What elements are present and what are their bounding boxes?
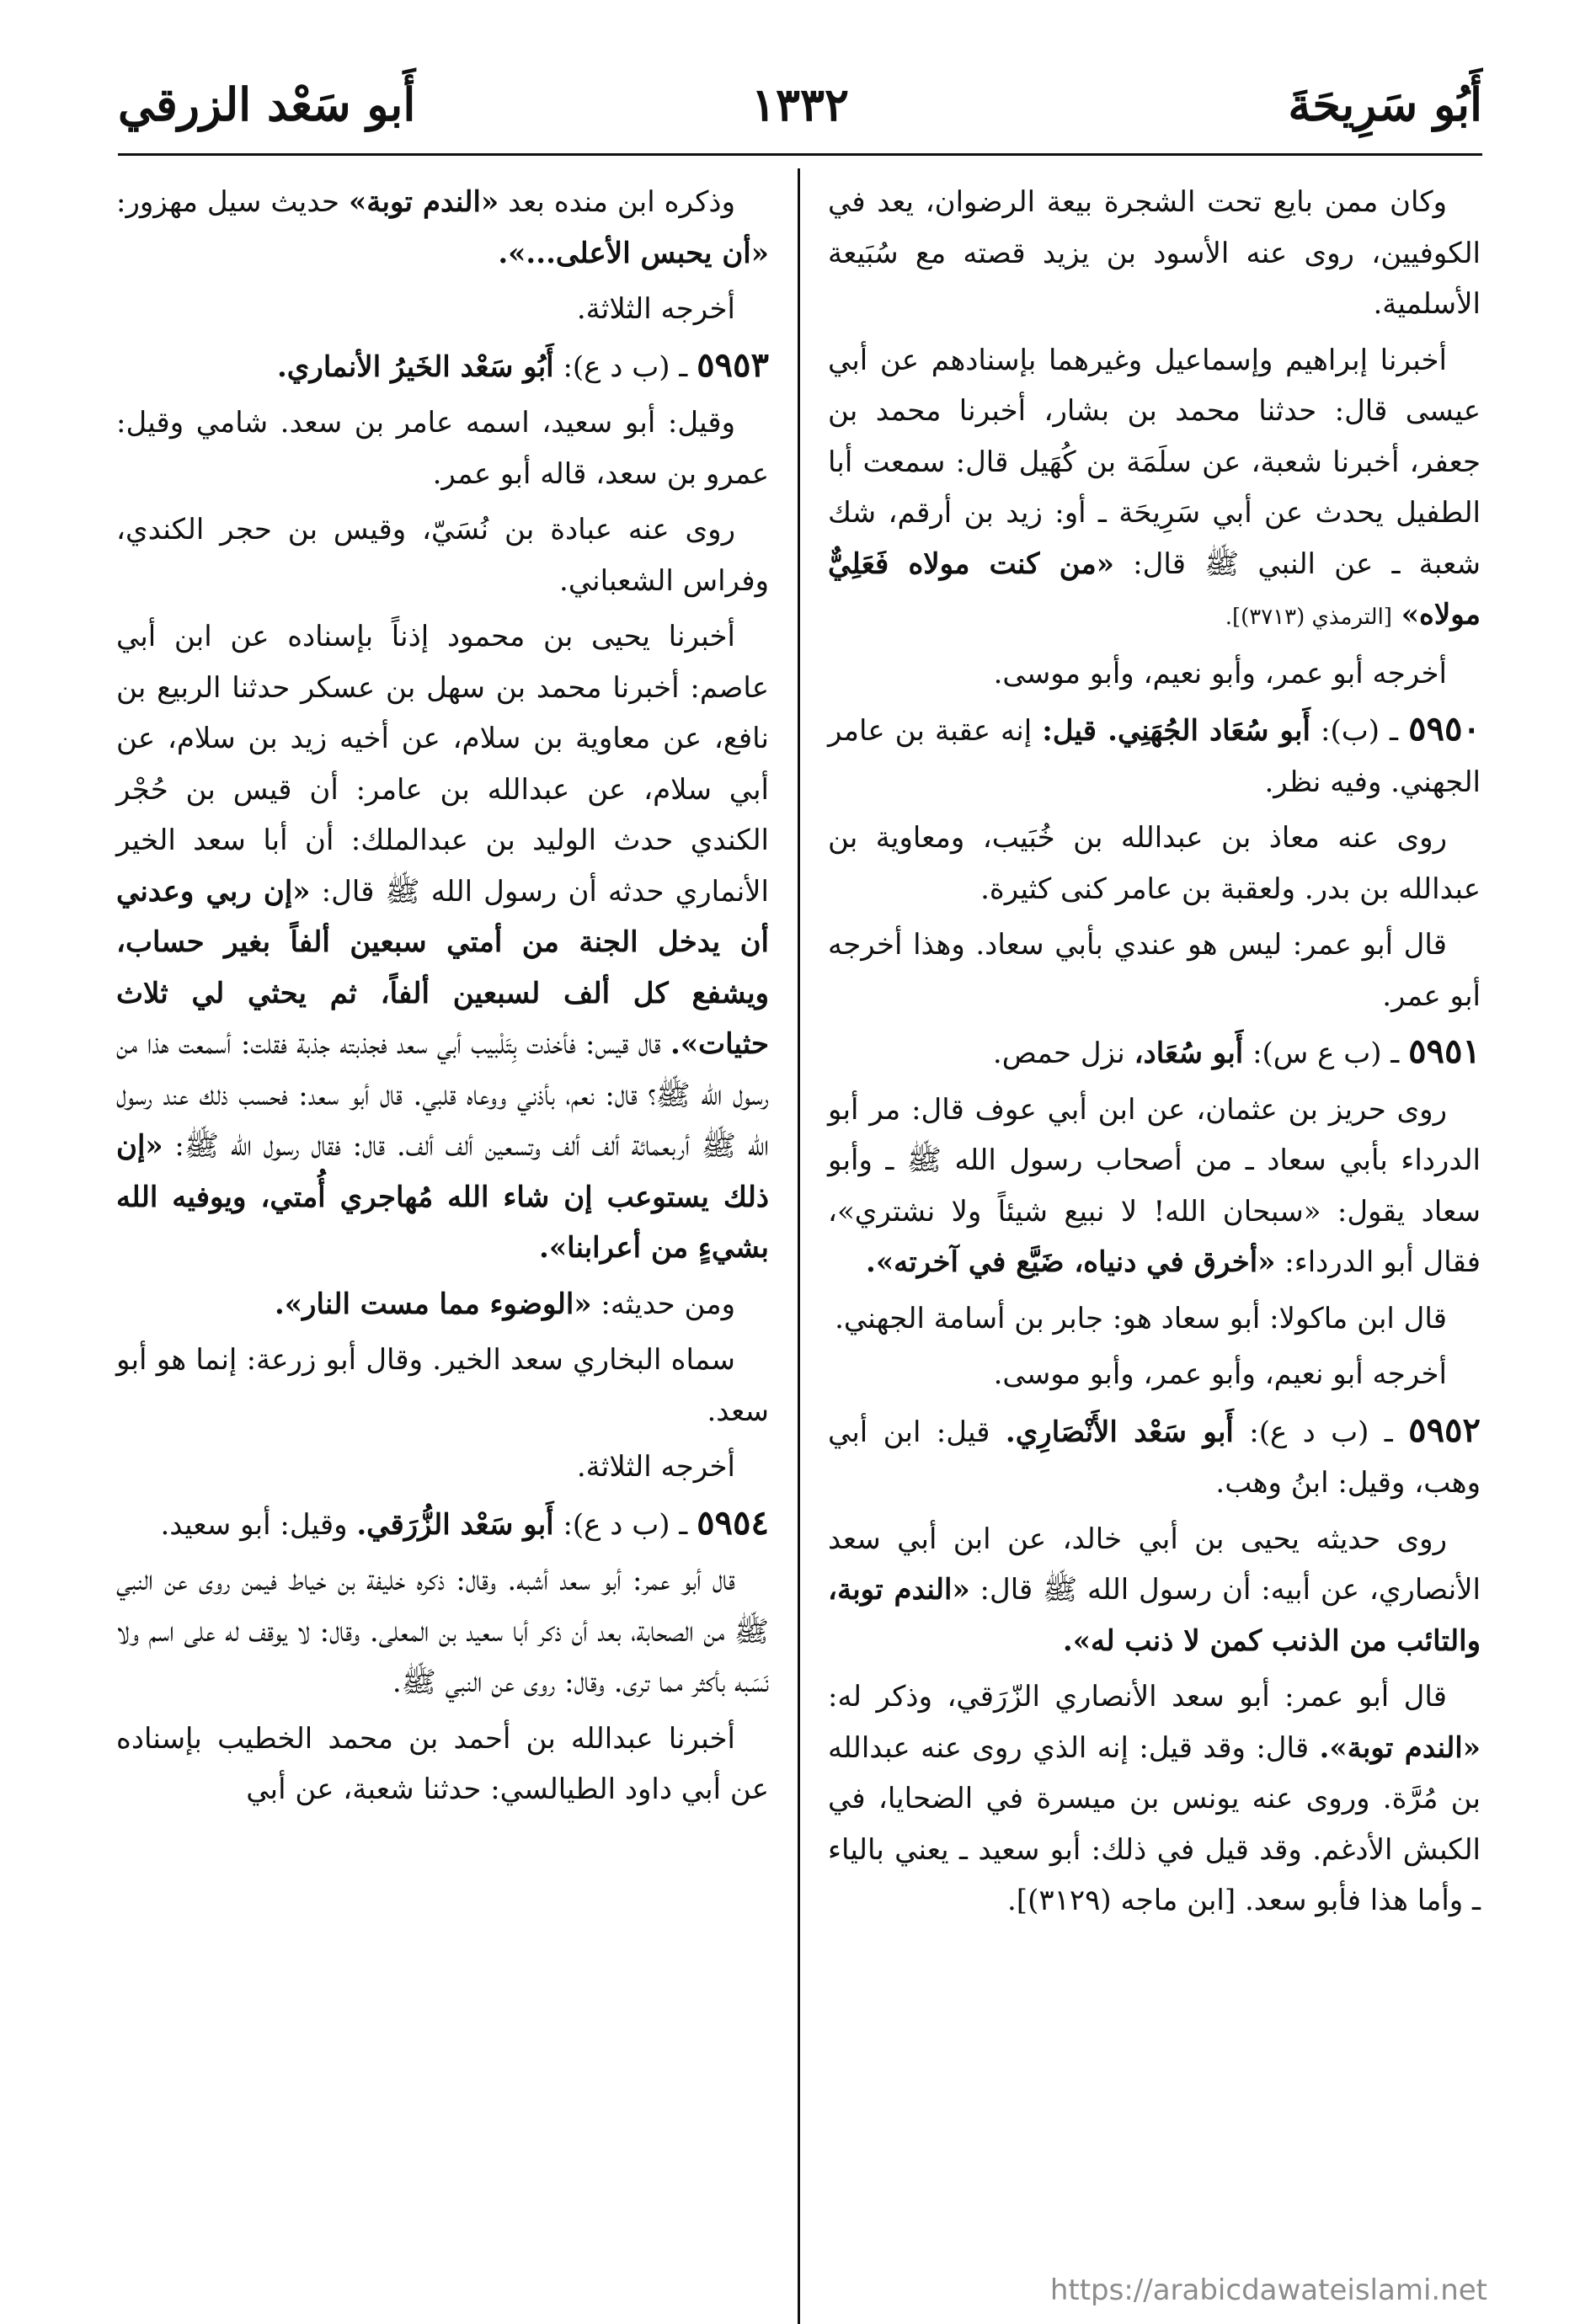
biography-entry — [828, 1405, 1481, 1509]
paragraph-text: أخبرنا عبدالله بن أحمد بن محمد الخطيب بإسناده عن أبي داود الطيالسي: حدثنا شعبة، عن أبي — [116, 1721, 769, 1806]
entry-text: إنه عقبة بن عامر الجهني. وفيه نظر. — [828, 714, 1481, 799]
hadith-quote: «أن يحبس الأعلى...». — [498, 236, 769, 270]
header-rule — [118, 153, 1482, 156]
running-title-left: أَبو سَعْد الزرقي — [118, 77, 416, 131]
entry-sigla: ـ (ب د ع): — [553, 1507, 697, 1542]
paragraph — [116, 1555, 769, 1708]
paragraph-text: وذكره ابن منده بعد — [508, 185, 735, 219]
paragraph-text: وقيل: أبو سعيد، اسمه عامر بن سعد. شامي وقيل: عمرو بن سعد، قاله أبو عمر. — [116, 406, 769, 491]
paragraph-text: أخبرنا إبراهيم وإسماعيل وغيرهما بإسنادهم عن أبي عيسى قال: حدثنا محمد بن بشار، أخبرنا محمد بن جعفر، أخبرنا شعبة، عن سلَمَة بن كُهَيل قال: سمعت أبا الطفيل يحدث عن أبي سَرِيحَة ـ أو: زيد بن أرقم، شك شعبة ـ عن النبي ﷺ قال: — [828, 343, 1481, 581]
paragraph-text: أخرجه أبو نعيم، وأبو عمر، وأبو موسى. — [993, 1357, 1447, 1391]
biography-entry — [828, 704, 1481, 808]
hadith-quote: «الوضوء مما مست النار». — [274, 1287, 592, 1321]
paragraph — [116, 1442, 769, 1493]
entry-number: ٥٩٥٠ — [1408, 709, 1481, 749]
paragraph-text: قال أبو عمر: أبو سعد الأنصاري الزّرَقي، وذكر له: — [828, 1680, 1447, 1714]
biography-entry — [116, 1498, 769, 1551]
entry-text: نزل حمص. — [992, 1037, 1125, 1070]
source-watermark: https://arabicdawateislami.net — [1049, 2273, 1487, 2307]
hadith-quote: «الندم توبة». — [1319, 1730, 1481, 1765]
paragraph-text: أخرجه الثلاثة. — [576, 1450, 735, 1484]
paragraph — [116, 1714, 769, 1815]
paragraph-text: وكان ممن بايع تحت الشجرة بيعة الرضوان، يعد في الكوفيين، روى عنه الأسود بن يزيد قصته مع سُبَيعة الأسلمية. — [828, 185, 1481, 321]
paragraph-text: أخرجه أبو عمر، وأبو نعيم، وأبو موسى. — [993, 656, 1447, 690]
entry-name: أَبُو سَعْد الخَيرُ الأنماري. — [276, 349, 554, 384]
paragraph — [116, 177, 769, 279]
paragraph-text: قال أبو عمر: أبو سعد أشبه. وقال: ذكره خليفة بن خياط فيمن روى عن النبي ﷺ من الصحابة، بعد أن ذكر أبا سعيد بن المعلى. وقال: لا يوقف له على اسم ولا نَسَبه بأكثر مما ترى. وقال: روى عن النبي ﷺ. — [116, 1564, 769, 1699]
paragraph-text: روى حديثه يحيى بن أبي خالد، عن ابن أبي سعد الأنصاري، عن أبيه: أن رسول الله ﷺ قال: — [828, 1522, 1481, 1607]
paragraph — [828, 1514, 1481, 1667]
paragraph — [116, 611, 769, 1274]
running-title-right: أَبُو سَرِيحَةَ — [1288, 77, 1482, 131]
entry-text: قيل: ابن أبي وهب، وقيل: ابنُ وهب. — [828, 1415, 1481, 1500]
paragraph — [116, 397, 769, 499]
hadith-quote: «من كنت مولاه فَعَلِيٌّ مولاه» — [828, 546, 1481, 632]
column-divider — [798, 168, 800, 2324]
hadith-quote: «إن ربي وعدني أن يدخل الجنة من أمتي سبعين ألفاً بغير حساب، ويشفع كل ألف لسبعين ألفاً، ثم يحثي لي ثلاث حثيات». — [116, 874, 770, 1061]
paragraph — [828, 1349, 1481, 1400]
paragraph-text: روى عنه معاذ بن عبدالله بن خُبَيب، ومعاوية بن عبدالله بن بدر. ولعقبة بن عامر كنى كثيرة. — [828, 821, 1481, 906]
right-column — [828, 177, 1481, 1932]
biography-entry — [828, 1026, 1481, 1079]
paragraph-text: قال ابن ماكولا: أبو سعاد هو: جابر بن أسامة الجهني. — [835, 1301, 1447, 1335]
entry-sigla: ـ (ب د ع): — [553, 349, 697, 384]
paragraph-text: روى عنه عبادة بن نُسَيّ، وقيس بن حجر الكندي، وفراس الشعباني. — [116, 513, 769, 598]
entry-sigla: ـ (ب ع س): — [1243, 1037, 1409, 1070]
paragraph-text: قال أبو عمر: ليس هو عندي بأبي سعاد. وهذا أخرجه أبو عمر. — [828, 928, 1481, 1013]
paragraph-tail: حديث سيل مهزور: — [116, 185, 340, 219]
entry-name: أَبو سَعْد الأَنْصَارِي. — [1005, 1415, 1234, 1449]
paragraph-text: روى حريز بن عثمان، عن ابن أبي عوف قال: مر أبو الدرداء بأبي سعاد ـ من أصحاب رسول الله ﷺ ـ وأبو سعاد يقول: «سبحان الله! لا نبيع شيئاً ولا نشتري»، فقال أبو الدرداء: — [828, 1092, 1481, 1279]
hadith-quote: «أخرق في دنياه، ضَيَّع في آخرته». — [866, 1245, 1276, 1279]
paragraph-text: أخرجه الثلاثة. — [576, 292, 735, 326]
entry-text: وقيل: أبو سعيد. — [160, 1507, 348, 1542]
entry-name: أَبو سَعْد الزُّرَقي. — [356, 1507, 554, 1542]
hadith-quote: «الندم توبة، والتائب من الذنب كمن لا ذنب له». — [828, 1573, 1481, 1658]
paragraph-text: سماه البخاري سعد الخير. وقال أبو زرعة: إنما هو أبو سعد. — [116, 1343, 769, 1428]
paragraph — [828, 335, 1481, 643]
biography-entry — [116, 340, 769, 393]
entry-sigla: ـ (ب د ع): — [1233, 1415, 1409, 1449]
left-column — [116, 177, 769, 1820]
paragraph — [828, 1671, 1481, 1927]
hadith-quote: «إن ذلك يستوعب إن شاء الله مُهاجري أُمتي، ويوفيه الله بشيءٍ من أعرابنا». — [116, 1129, 769, 1265]
entry-name: أَبو سُعَاد، — [1134, 1037, 1244, 1070]
hadith-quote: «الندم توبة» — [349, 185, 499, 219]
paragraph — [116, 1335, 769, 1437]
entry-number: ٥٩٥١ — [1408, 1031, 1481, 1071]
paragraph — [116, 284, 769, 335]
page-number: ١٣٣٢ — [750, 77, 849, 131]
paragraph-tail: قال قيس: فأخذت بِتَلْبيب أبي سعد فجذبته جذبة فقلت: أسمعت هذا من رسول الله ﷺ؟ قال: نعم، بأذني ووعاه قلبي. قال أبو سعد: فحسب ذلك عند رسول الله ﷺ أربعمائة ألف ألف وتسعين ألف ألف. قال: فقال رسول الله ﷺ: — [116, 1027, 769, 1163]
entry-sigla: ـ (ب): — [1310, 714, 1409, 748]
paragraph — [116, 1279, 769, 1330]
paragraph-tail: قال: وقد قيل: إنه الذي روى عنه عبدالله بن مُرَّة. وروى عنه يونس بن ميسرة في الضحايا، في الكبش الأدغم. وقد قيل في ذلك: أبو سعيد ـ يعني بالياء ـ وأما هذا فأبو سعد. [ابن ماجه (٣١٢٩)]. — [828, 1730, 1481, 1917]
entry-number: ٥٩٥٣ — [697, 344, 769, 385]
entry-name: أَبو سُعَاد الجُهَنِي. قيل: — [1042, 714, 1310, 748]
paragraph-text: أخبرنا يحيى بن محمود إذناً بإسناده عن ابن أبي عاصم: أخبرنا محمد بن سهل بن عسكر حدثنا الربيع بن نافع، عن معاوية بن سلام، عن أخيه زيد بن سلام، عن أبي سلام، عن عبدالله بن عامر: أن قيس بن حُجْر الكندي حدث الوليد بن عبدالملك: أن أبا سعد الخير الأنماري حدثه أن رسول الله ﷺ قال: — [116, 620, 769, 909]
paragraph — [828, 177, 1481, 330]
running-header — [118, 77, 1482, 153]
paragraph — [828, 648, 1481, 700]
entry-number: ٥٩٥٢ — [1408, 1410, 1481, 1450]
paragraph — [828, 1293, 1481, 1345]
paragraph-tail: [الترمذي (٣٧١٣)]. — [1225, 605, 1392, 630]
paragraph — [116, 504, 769, 606]
paragraph — [828, 919, 1481, 1021]
paragraph-text: ومن حديثه: — [601, 1287, 735, 1321]
paragraph — [828, 1085, 1481, 1288]
entry-number: ٥٩٥٤ — [697, 1502, 769, 1543]
paragraph — [828, 813, 1481, 914]
